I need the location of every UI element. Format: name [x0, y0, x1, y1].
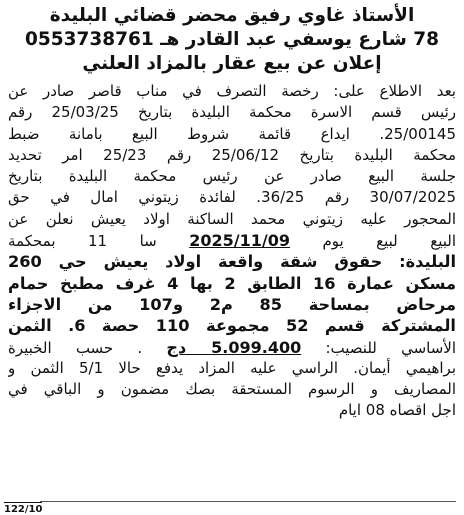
- body-line: براهيمي أيمان. الراسي عليه المزاد يدفع حالا 5/1 الثمن و: [8, 358, 456, 377]
- property-line: المشتركة قسم 52 مجموعة 110 حصة 6. الثمن: [8, 316, 456, 336]
- notice-title: إعلان عن بيع عقار بالمزاد العلني: [82, 53, 382, 74]
- property-line: البليدة: حقوق شقة واقعة اولاد يعيش حي 260: [8, 252, 456, 272]
- auction-date-line: [8, 230, 456, 251]
- body-line: 30/07/2025 رقم 36/25. لفائدة زيتوني امال في حق: [8, 188, 456, 207]
- body-line: بعد الاطلاع على: رخصة التصرف في مناب قاصر صادر عن: [8, 82, 456, 100]
- body-line: اجل اقصاه 08 ايام: [338, 401, 456, 420]
- auction-date-suffix: سا 11 بمحكمة: [8, 232, 157, 251]
- property-line: مرحاض بمساحة 85 م2 و107 من الاجزاء: [8, 294, 456, 314]
- body-line: محكمة البليدة بتاريخ 25/06/12 رقم 25/23 امر تحديد: [8, 145, 456, 164]
- footer-divider: [40, 501, 456, 502]
- base-price-label: الأساسي للنصيب:: [325, 338, 456, 357]
- body-line: 25/00145. ايداع قائمة شروط البيع بامانة ضبط: [8, 124, 456, 143]
- body-line: المحجور عليه زيتوني محمد الساكنة اولاد يعيش نعلن عن: [8, 209, 456, 228]
- base-price-value: 5.099.400 دج: [166, 337, 302, 357]
- body-line: جلسة البيع صادر عن رئيس محكمة البليدة بتاريخ: [8, 167, 456, 186]
- expert-label: . حسب الخبيرة: [8, 338, 143, 357]
- bailiff-address-phone: 78 شارع يوسفي عبد القادر هـ 0553738761: [24, 29, 440, 50]
- property-line: مسكن عمارة 16 الطابق 2 بها 4 غرف مطبخ حمام: [8, 273, 456, 293]
- auction-date: 2025/11/09: [189, 231, 290, 251]
- bailiff-name: الأستاذ غاوي رفيق محضر قضائي البليدة: [49, 5, 415, 26]
- notice-body: [8, 81, 456, 422]
- body-line: رئيس قسم الاسرة محكمة البليدة بتاريخ 25/03/25 رقم: [8, 103, 456, 122]
- notice-header: [8, 4, 456, 76]
- base-price-line: [8, 337, 456, 358]
- reference-number: 122/10: [4, 504, 43, 515]
- auction-date-prefix: البيع لبيع يوم: [322, 232, 456, 251]
- body-line: المصاريف و الرسوم المستحقة بصك مضمون و الباقي في: [8, 380, 456, 399]
